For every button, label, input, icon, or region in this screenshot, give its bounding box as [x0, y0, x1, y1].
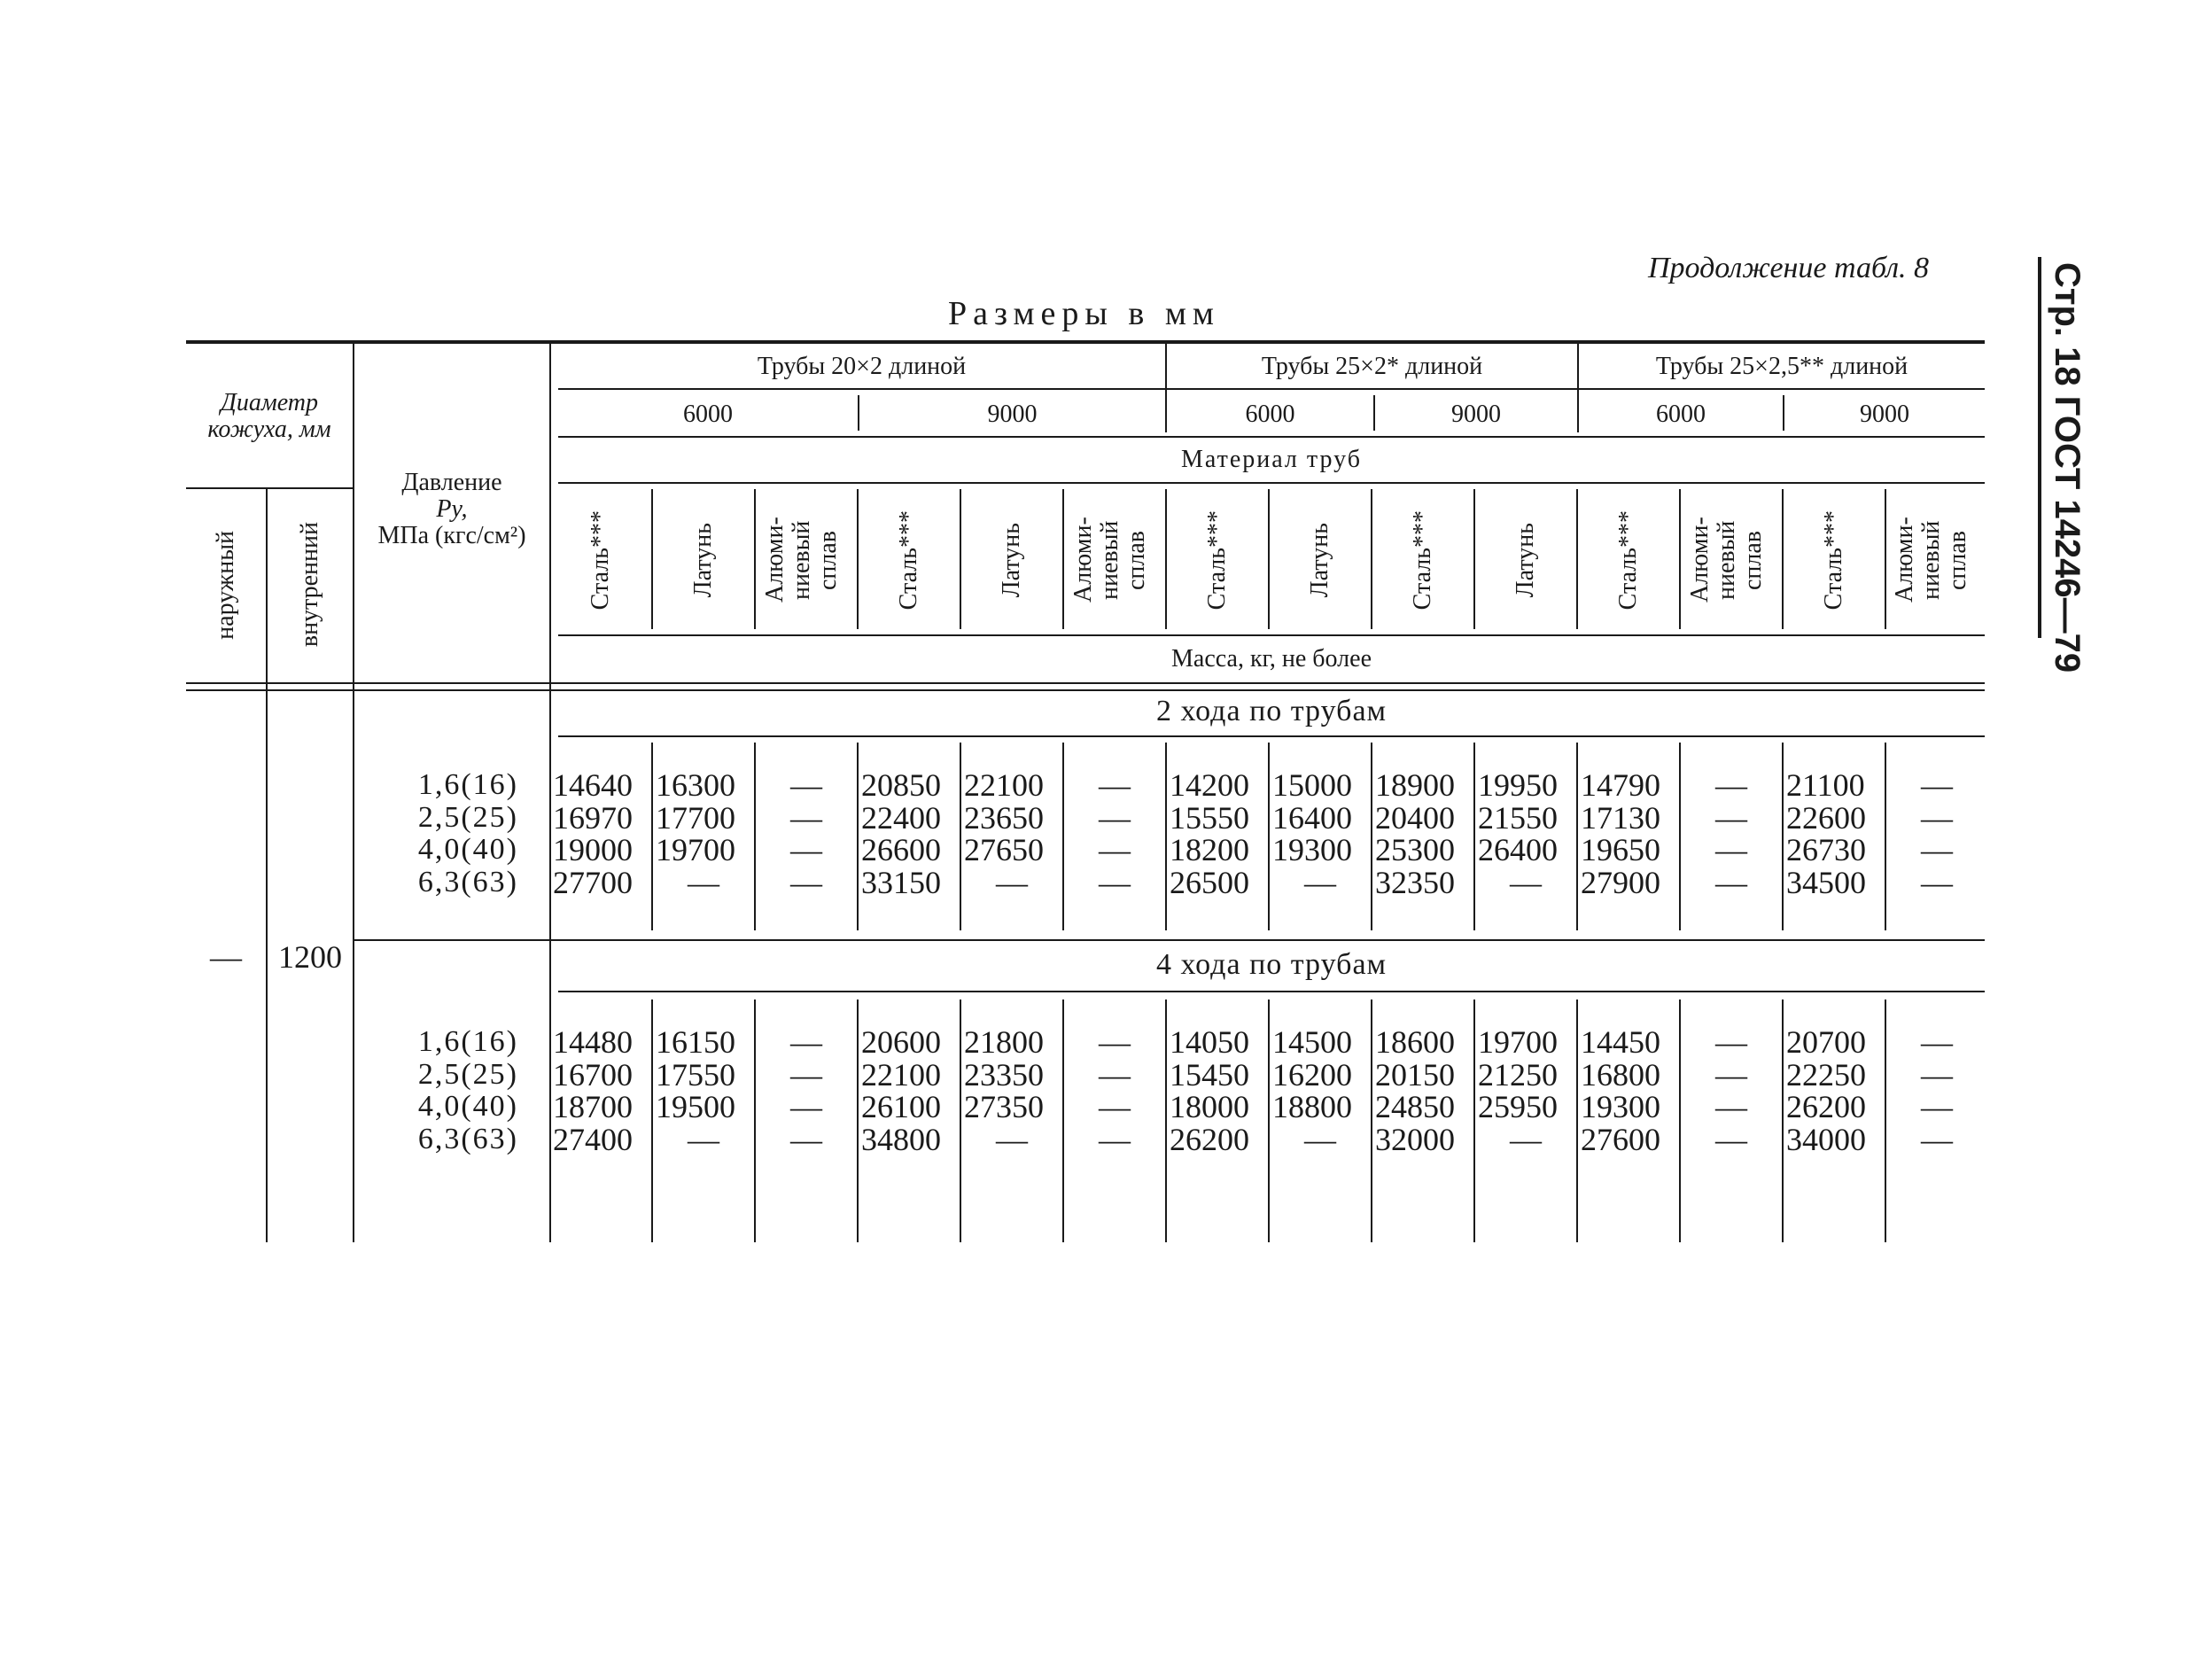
length-4: 9000 — [1451, 401, 1501, 428]
data-column — [1478, 1026, 1581, 1155]
data-column — [1786, 1026, 1889, 1155]
data-column — [1683, 769, 1786, 898]
table-cell: — — [1715, 832, 1747, 867]
table-cell: 22400 — [861, 799, 941, 836]
table-cell: 18600 — [1375, 1024, 1455, 1060]
material-10 — [1475, 489, 1576, 631]
rule-section2 — [558, 991, 1985, 992]
table-cell: — — [1099, 767, 1131, 803]
table-cell: 26500 — [1170, 864, 1249, 900]
table-cell: 34500 — [1786, 864, 1866, 900]
table-cell: 22600 — [1786, 799, 1866, 836]
table-cell: — — [790, 799, 822, 836]
tube-group-2: Трубы 25×2* длиной — [1261, 353, 1483, 380]
table-cell: 27650 — [964, 832, 1044, 867]
material-label: Латунь — [1512, 522, 1539, 598]
rule-between-sections — [354, 939, 1985, 941]
material-6 — [1064, 489, 1165, 631]
table-cell: — — [1715, 799, 1747, 836]
material-12 — [1681, 489, 1782, 631]
table-cell: 14450 — [1581, 1024, 1660, 1060]
table-cell: 22100 — [964, 767, 1044, 803]
table-cell: 16200 — [1272, 1056, 1352, 1093]
table-cell: 19700 — [656, 832, 735, 867]
data-column — [758, 769, 861, 898]
table-cell: 15550 — [1170, 799, 1249, 836]
table-cell: 20850 — [861, 767, 941, 803]
table-cell: — — [1715, 1121, 1747, 1157]
table-cell: — — [1099, 832, 1131, 867]
length-2: 9000 — [987, 401, 1038, 428]
table-cell: 32350 — [1375, 864, 1455, 900]
table-cell: — — [790, 1056, 822, 1093]
table-cell: — — [996, 864, 1028, 900]
material-label: Сталь*** — [1203, 509, 1231, 611]
material-1 — [550, 489, 651, 631]
pressure-line-3: МПа (кгс/см²) — [377, 522, 526, 549]
material-label: Сталь*** — [895, 509, 922, 611]
vline-pressure-data — [549, 344, 551, 1242]
data-column — [861, 769, 964, 898]
inner-header-cell — [268, 496, 353, 673]
pressure-value: 4,0(40) — [417, 1090, 518, 1123]
rule-diameter-right — [266, 487, 353, 489]
table-cell: 19300 — [1272, 832, 1352, 867]
header-bottom-rule-2 — [186, 689, 1985, 691]
data-column — [1478, 769, 1581, 898]
header-bottom-rule-1 — [186, 682, 1985, 684]
tube-group-1: Трубы 20×2 длиной — [757, 353, 967, 380]
length-6: 9000 — [1860, 401, 1909, 428]
table-cell: — — [1715, 767, 1747, 803]
shell-diameter-header: Диаметр кожуха, мм — [207, 389, 331, 443]
length-5: 6000 — [1656, 401, 1706, 428]
table-cell: — — [1921, 1056, 1953, 1093]
table-cell: 27900 — [1581, 864, 1660, 900]
table-cell: 19000 — [553, 832, 633, 867]
data-column — [758, 1026, 861, 1155]
table-cell: 18000 — [1170, 1089, 1249, 1124]
data-column — [1889, 1026, 1992, 1155]
material-label: Алюми-ниевый сплав — [1069, 517, 1150, 603]
material-label: Сталь*** — [1614, 509, 1642, 611]
data-column — [1067, 769, 1170, 898]
table-top-rule — [186, 340, 1985, 344]
table-cell: — — [790, 832, 822, 867]
material-2 — [653, 489, 754, 631]
continuation-note: Продолжение табл. 8 — [1648, 252, 1930, 284]
table-cell: — — [790, 1089, 822, 1124]
pressure-line-1: Давление — [401, 469, 502, 496]
pressure-value: 1,6(16) — [417, 768, 518, 801]
table-cell: 34000 — [1786, 1121, 1866, 1157]
data-column — [1786, 769, 1889, 898]
table-cell: — — [1510, 864, 1542, 900]
length-3: 6000 — [1245, 401, 1295, 428]
pressure-header — [354, 470, 549, 549]
table-cell: — — [790, 767, 822, 803]
table-cell: 26600 — [861, 832, 941, 867]
table-cell: 20400 — [1375, 799, 1455, 836]
table-cell: — — [1099, 864, 1131, 900]
data-column — [1889, 769, 1992, 898]
table-cell: 20700 — [1786, 1024, 1866, 1060]
table-cell: 19950 — [1478, 767, 1558, 803]
table-cell: 19500 — [656, 1089, 735, 1124]
table-cell: — — [1921, 799, 1953, 836]
outer-header-cell — [186, 496, 266, 673]
table-cell: — — [790, 1121, 822, 1157]
material-9 — [1372, 489, 1473, 631]
material-5 — [961, 489, 1062, 631]
table-cell: 14480 — [553, 1024, 633, 1060]
table-cell: — — [1921, 767, 1953, 803]
pressures-section-2 — [354, 1026, 518, 1155]
data-column — [861, 1026, 964, 1155]
table-cell: — — [1715, 1056, 1747, 1093]
material-label: Алюми-ниевый сплав — [761, 517, 842, 603]
mass-header: Масса, кг, не более — [1171, 645, 1372, 673]
material-label: Сталь*** — [1820, 509, 1847, 611]
rule-lengths — [558, 436, 1985, 438]
pressure-value: 2,5(25) — [417, 800, 518, 834]
table-cell: 22250 — [1786, 1056, 1866, 1093]
table-cell: — — [790, 1024, 822, 1060]
inner-diameter-value: 1200 — [278, 939, 342, 975]
table-cell: 19700 — [1478, 1024, 1558, 1060]
table-cell: 16970 — [553, 799, 633, 836]
material-11 — [1578, 489, 1679, 631]
table-cell: 16800 — [1581, 1056, 1660, 1093]
table-cell: 27350 — [964, 1089, 1044, 1124]
table-cell: 18900 — [1375, 767, 1455, 803]
table-cell: 19650 — [1581, 832, 1660, 867]
length-1: 6000 — [683, 401, 733, 428]
pressure-line-2: Pу, — [436, 495, 468, 523]
inner-header: внутренний — [296, 522, 323, 648]
table-cell: 26730 — [1786, 832, 1866, 867]
table-cell: — — [1715, 864, 1747, 900]
pressure-value: 4,0(40) — [417, 833, 518, 866]
material-label: Латунь — [1306, 522, 1333, 598]
table-cell: 25300 — [1375, 832, 1455, 867]
table-cell: 23650 — [964, 799, 1044, 836]
table-cell: 16400 — [1272, 799, 1352, 836]
data-column — [1375, 769, 1478, 898]
table-cell: — — [1921, 1121, 1953, 1157]
outer-diameter-value: — — [210, 939, 242, 975]
table-cell: 21100 — [1786, 767, 1865, 803]
table-cell: 16150 — [656, 1024, 735, 1060]
material-label: Латунь — [689, 522, 717, 598]
material-label: Алюми-ниевый сплав — [1686, 517, 1767, 603]
data-column — [1581, 769, 1683, 898]
data-column — [1170, 1026, 1272, 1155]
table-cell: — — [1921, 864, 1953, 900]
rule-material — [558, 482, 1985, 484]
rule-groups — [558, 388, 1985, 390]
data-column — [964, 769, 1067, 898]
data-column — [1272, 1026, 1375, 1155]
table-cell: — — [1715, 1024, 1747, 1060]
material-label: Сталь*** — [1409, 509, 1436, 611]
table-cell: — — [996, 1121, 1028, 1157]
data-column — [1683, 1026, 1786, 1155]
section-title-2-passes: 2 хода по трубам — [1155, 695, 1388, 727]
table-cell: — — [688, 864, 719, 900]
table-cell: — — [1304, 1121, 1336, 1157]
table-cell: 23350 — [964, 1056, 1044, 1093]
table-cell: — — [1099, 1121, 1131, 1157]
page-side-header: Стр. 18 ГОСТ 14246—79 — [2048, 262, 2087, 673]
material-header: Материал труб — [1181, 446, 1362, 473]
data-column — [1581, 1026, 1683, 1155]
data-column — [553, 769, 656, 898]
table-cell: 18800 — [1272, 1089, 1352, 1124]
pressure-value: 2,5(25) — [417, 1057, 518, 1091]
table-cell: 26400 — [1478, 832, 1558, 867]
data-column — [656, 1026, 758, 1155]
table-cell: 17700 — [656, 799, 735, 836]
table-cell: 25950 — [1478, 1089, 1558, 1124]
material-7 — [1167, 489, 1268, 631]
tube-group-3: Трубы 25×2,5** длиной — [1655, 353, 1908, 380]
table-cell: 33150 — [861, 864, 941, 900]
table-cell: 32000 — [1375, 1121, 1455, 1157]
outer-header: наружный — [212, 530, 239, 640]
table-cell: 26200 — [1786, 1089, 1866, 1124]
table-cell: 16300 — [656, 767, 735, 803]
rule-section1 — [558, 735, 1985, 737]
material-label: Алюми-ниевый сплав — [1890, 517, 1971, 603]
table-cell: — — [1921, 1024, 1953, 1060]
material-14 — [1886, 489, 1985, 631]
table-cell: — — [1099, 1089, 1131, 1124]
material-4 — [859, 489, 960, 631]
table-cell: 27700 — [553, 864, 633, 900]
material-label: Латунь — [998, 522, 1025, 598]
table-cell: 14500 — [1272, 1024, 1352, 1060]
pressure-value: 1,6(16) — [417, 1025, 518, 1058]
material-13 — [1784, 489, 1885, 631]
table-cell: 34800 — [861, 1121, 941, 1157]
table-cell: — — [1510, 1121, 1542, 1157]
data-column — [1375, 1026, 1478, 1155]
table-cell: 19300 — [1581, 1089, 1660, 1124]
table-cell: 22100 — [861, 1056, 941, 1093]
table-cell: 14050 — [1170, 1024, 1249, 1060]
data-column — [553, 1026, 656, 1155]
table-cell: 27600 — [1581, 1121, 1660, 1157]
data-column — [964, 1026, 1067, 1155]
table-cell: 20600 — [861, 1024, 941, 1060]
table-cell: 26100 — [861, 1089, 941, 1124]
rule-diameter-left — [186, 487, 266, 489]
table-cell: 17130 — [1581, 799, 1660, 836]
table-cell: 14200 — [1170, 767, 1249, 803]
table-cell: 16700 — [553, 1056, 633, 1093]
rule-mass — [558, 634, 1985, 636]
material-label: Сталь*** — [587, 509, 614, 611]
table-cell: — — [1304, 864, 1336, 900]
table-cell: — — [1099, 799, 1131, 836]
table-cell: — — [1921, 1089, 1953, 1124]
table-cell: 18700 — [553, 1089, 633, 1124]
table-cell: — — [1921, 832, 1953, 867]
data-column — [1067, 1026, 1170, 1155]
table-cell: — — [688, 1121, 719, 1157]
data-column — [1170, 769, 1272, 898]
section-title-4-passes: 4 хода по трубам — [1155, 948, 1388, 981]
table-cell: — — [1099, 1024, 1131, 1060]
table-cell: 21800 — [964, 1024, 1044, 1060]
pressures-section-1 — [354, 769, 518, 898]
data-column — [656, 769, 758, 898]
table-cell: 14640 — [553, 767, 633, 803]
table-cell: 21250 — [1478, 1056, 1558, 1093]
table-cell: 24850 — [1375, 1089, 1455, 1124]
table-cell: 21550 — [1478, 799, 1558, 836]
pressure-value: 6,3(63) — [417, 865, 518, 898]
table-cell: — — [790, 864, 822, 900]
table-cell: — — [1715, 1089, 1747, 1124]
table-cell: 15000 — [1272, 767, 1352, 803]
units-caption: Размеры в мм — [948, 295, 1220, 332]
table-cell: — — [1099, 1056, 1131, 1093]
table-cell: 17550 — [656, 1056, 735, 1093]
table-cell: 20150 — [1375, 1056, 1455, 1093]
material-3 — [756, 489, 857, 631]
material-8 — [1270, 489, 1371, 631]
table-cell: 27400 — [553, 1121, 633, 1157]
table-cell: 14790 — [1581, 767, 1660, 803]
pressure-value: 6,3(63) — [417, 1122, 518, 1155]
table-cell: 18200 — [1170, 832, 1249, 867]
table-cell: 15450 — [1170, 1056, 1249, 1093]
data-column — [1272, 769, 1375, 898]
table-cell: 26200 — [1170, 1121, 1249, 1157]
